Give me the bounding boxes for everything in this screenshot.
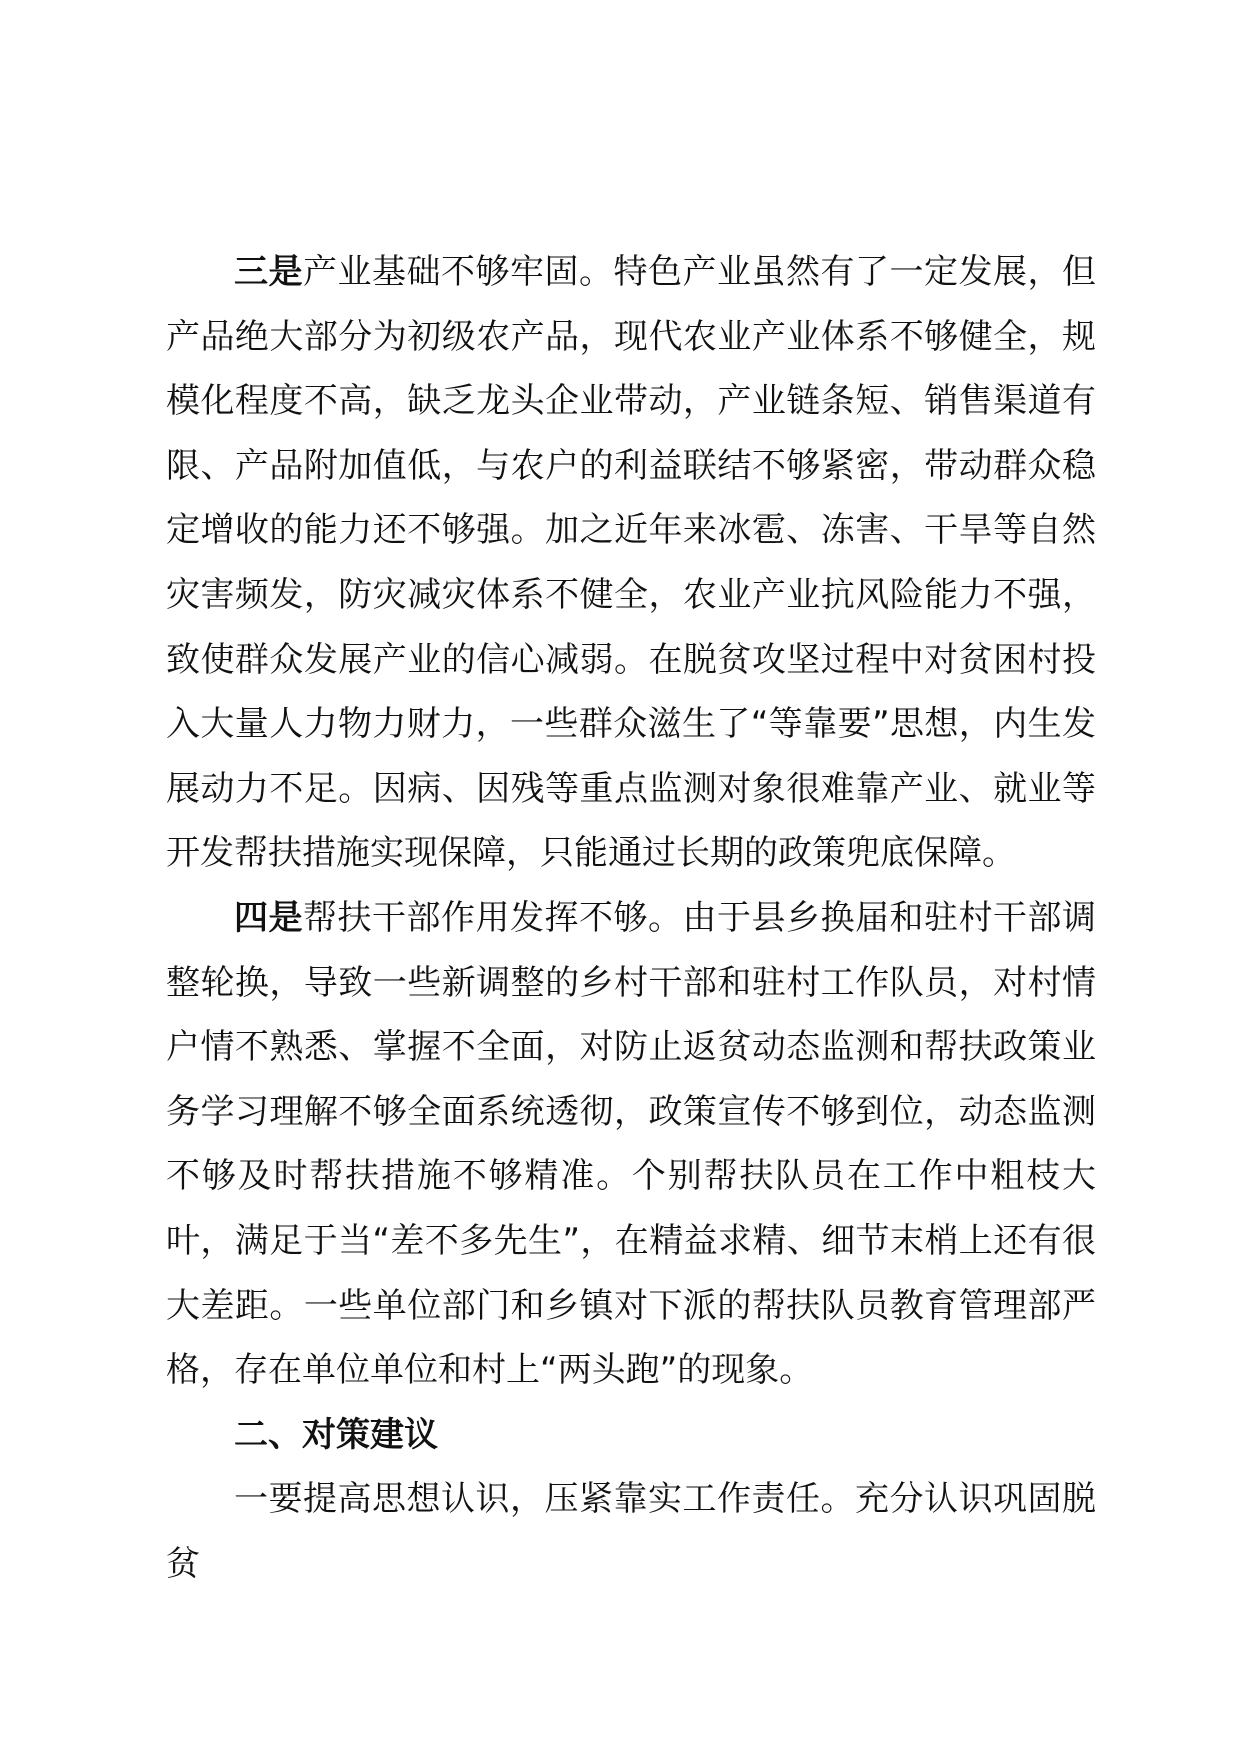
paragraph-four-lead: 四是: [234, 897, 303, 938]
section-heading: 二、对策建议: [234, 1414, 438, 1455]
paragraph-four-body: 帮扶干部作用发挥不够。由于县乡换届和驻村干部调整轮换，导致一些新调整的乡村干部和驻村工作队员，对村情户情不熟悉、掌握不全面，对防止返贫动态监测和帮扶政策业务学习理解不够全面系统透彻，政策宣传不够到位，动态监测不够及时帮扶措施不够精准。个别帮扶队员在工作中粗枝大叶，满足于当“差不多先生”，在精益求精、细节末梢上还有很大差距。一些单位部门和乡镇对下派的帮扶队员教育管理部严格，存在单位单位和村上“两头跑”的现象。: [166, 897, 1096, 1391]
paragraph-four: [166, 886, 1096, 1403]
paragraph-three: [166, 240, 1096, 886]
paragraph-five-body: 一要提高思想认识，压紧靠实工作责任。充分认识巩固脱贫: [166, 1479, 1096, 1584]
document-page: [166, 240, 1096, 1596]
paragraph-three-body: 产业基础不够牢固。特色产业虽然有了一定发展，但产品绝大部分为初级农产品，现代农业产业体系不够健全，规模化程度不高，缺乏龙头企业带动，产业链条短、销售渠道有限、产品附加值低，与农户的利益联结不够紧密，带动群众稳定增收的能力还不够强。加之近年来冰雹、冻害、干旱等自然灾害频发，防灾减灾体系不健全，农业产业抗风险能力不强，致使群众发展产业的信心减弱。在脱贫攻坚过程中对贫困村投入大量人力物力财力，一些群众滋生了“等靠要”思想，内生发展动力不足。因病、因残等重点监测对象很难靠产业、就业等开发帮扶措施实现保障，只能通过长期的政策兜底保障。: [166, 252, 1096, 874]
paragraph-five: [166, 1467, 1096, 1596]
paragraph-three-lead: 三是: [234, 252, 303, 292]
